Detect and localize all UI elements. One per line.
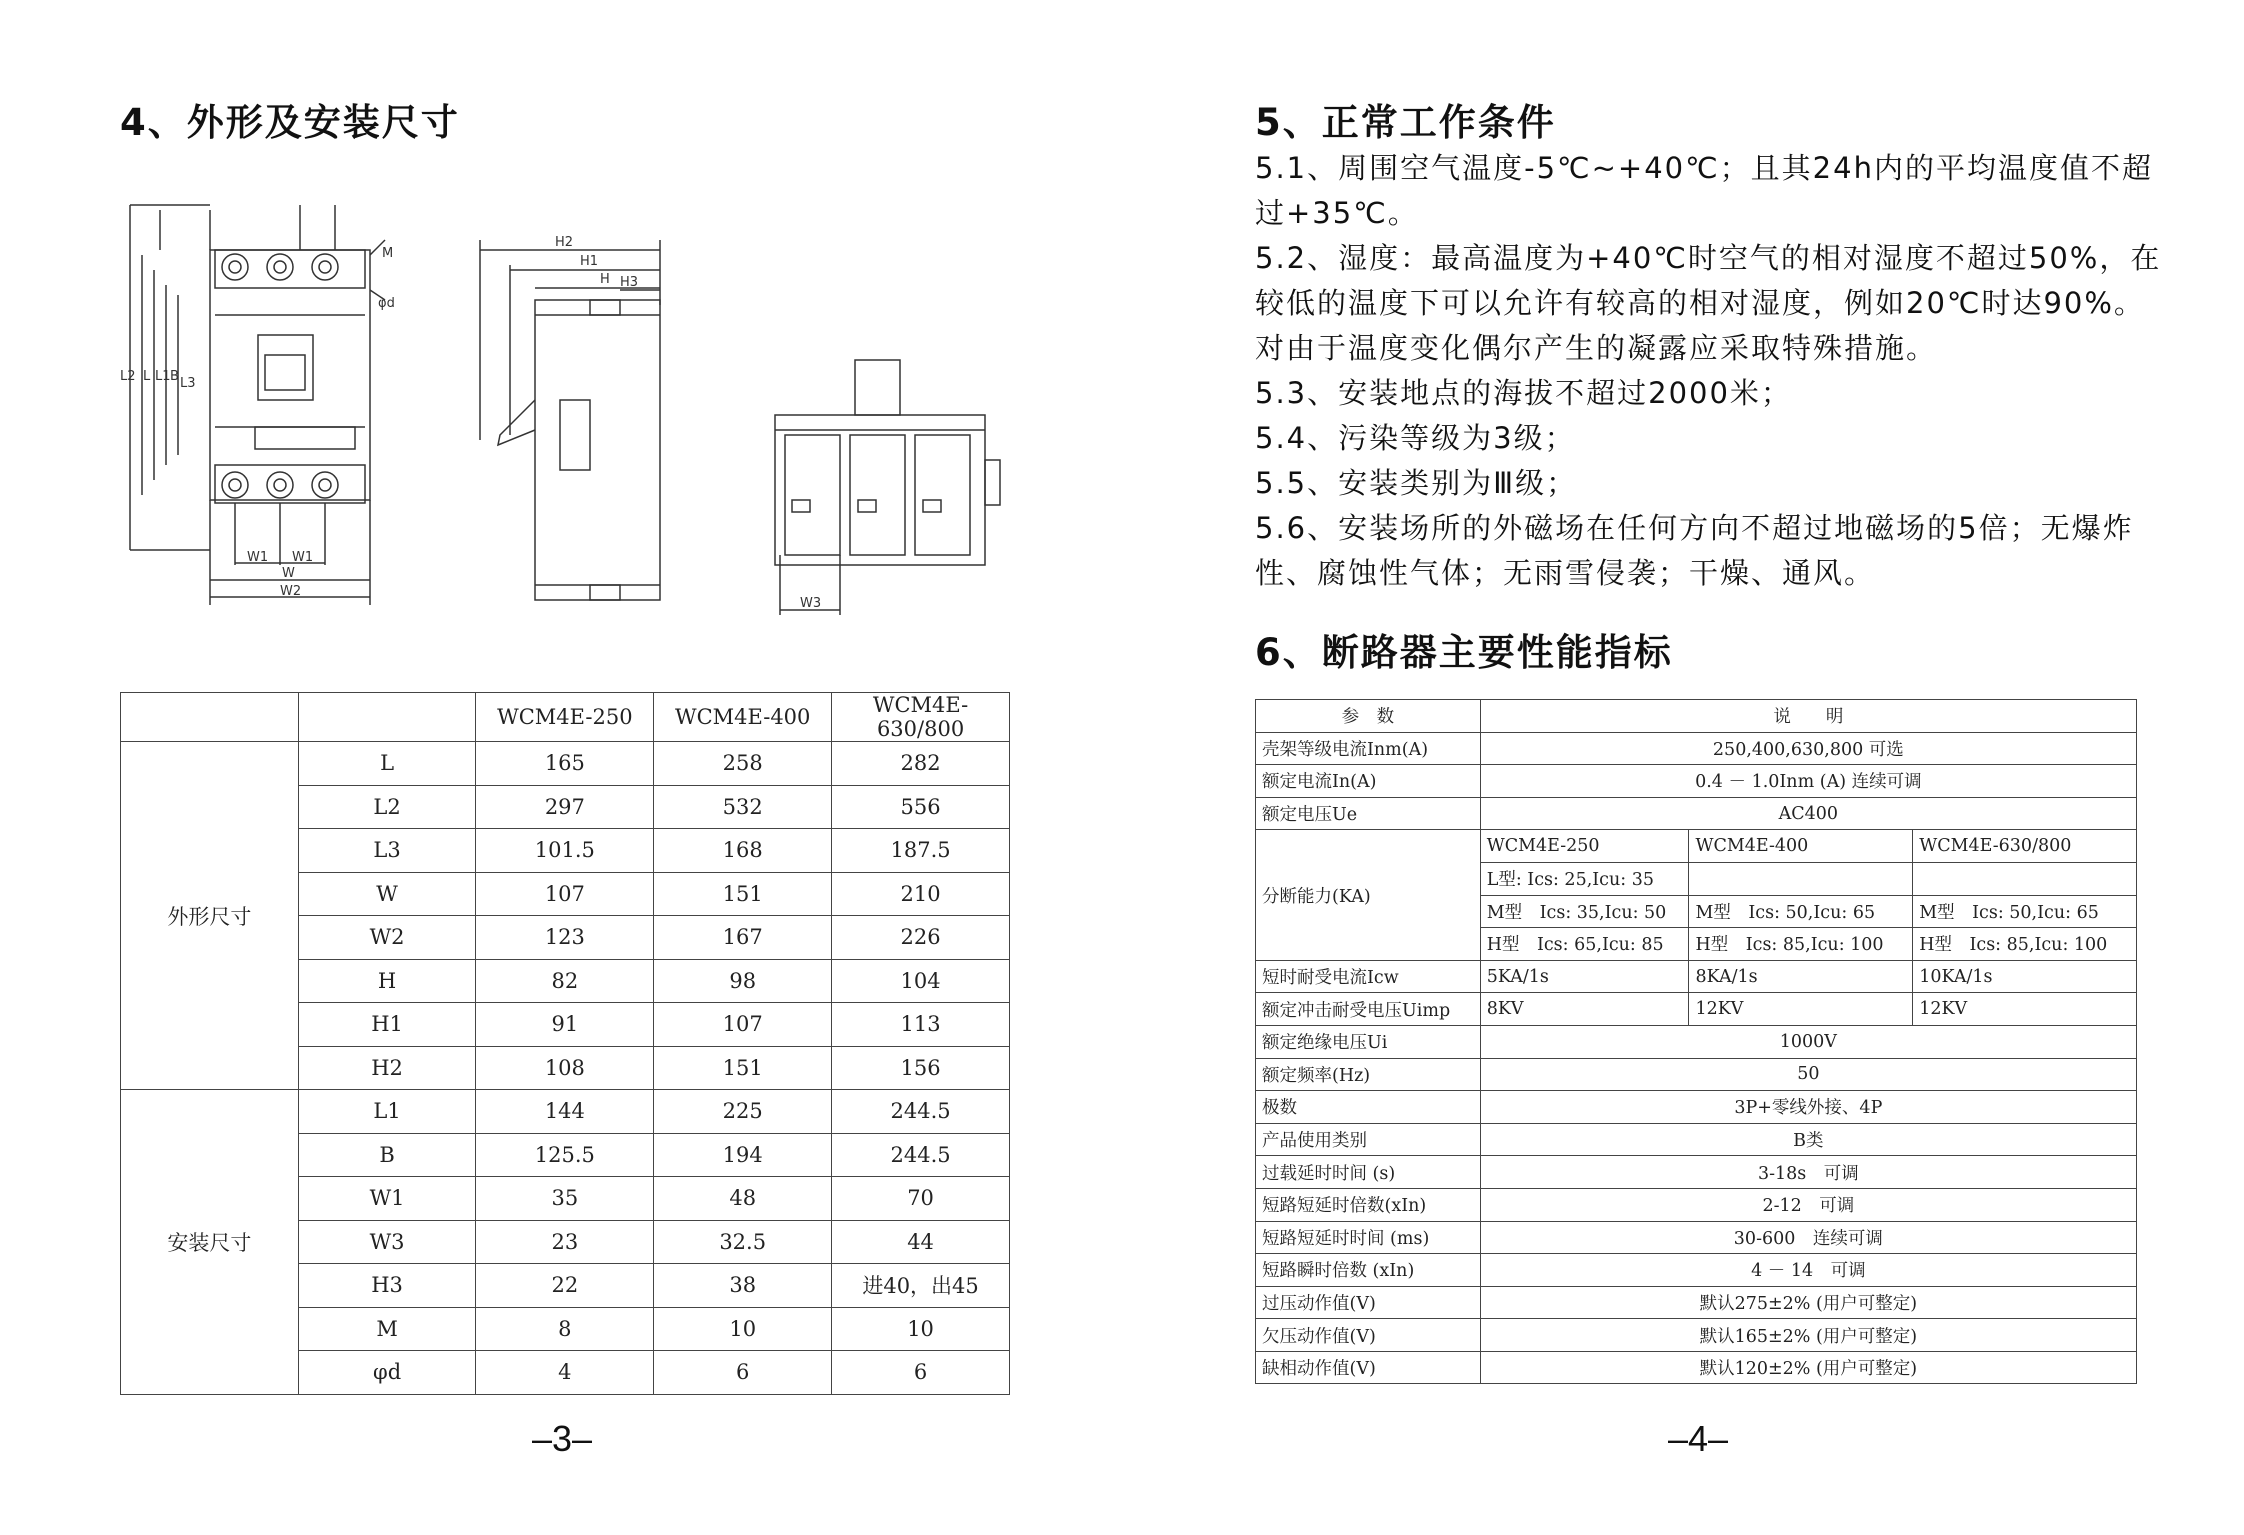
spec-row xyxy=(1256,1058,2137,1091)
spec-value: 50 xyxy=(1480,1058,2136,1091)
spec-param: 额定电压Ue xyxy=(1256,797,1481,830)
value-cell: 532 xyxy=(654,785,832,829)
spec-param: 短路短延时倍数(xIn) xyxy=(1256,1188,1481,1221)
table-header-row xyxy=(121,693,1010,742)
value-cell: 167 xyxy=(654,916,832,960)
spec-value: 12KV xyxy=(1913,993,2137,1026)
param-cell: B xyxy=(298,1133,476,1177)
value-cell: 156 xyxy=(832,1046,1010,1090)
spec-value: 默认165±2% (用户可整定) xyxy=(1480,1319,2136,1352)
value-cell: 297 xyxy=(476,785,654,829)
spec-param: 壳架等级电流Inm(A) xyxy=(1256,732,1481,765)
value-cell: 113 xyxy=(832,1003,1010,1047)
param-cell: H2 xyxy=(298,1046,476,1090)
value-cell: 123 xyxy=(476,916,654,960)
value-cell: 194 xyxy=(654,1133,832,1177)
side-view-drawing xyxy=(470,230,680,620)
label-phi-d: φd xyxy=(378,296,395,311)
spec-value: 30-600 连续可调 xyxy=(1480,1221,2136,1254)
spec-param: 额定绝缘电压Ui xyxy=(1256,1025,1481,1058)
bottom-terminal-3 xyxy=(312,472,338,498)
spec-value: M型 Ics: 50,Icu: 65 xyxy=(1689,895,1913,928)
value-cell: 32.5 xyxy=(654,1220,832,1264)
value-cell: 104 xyxy=(832,959,1010,1003)
spec-param: 分断能力(KA) xyxy=(1256,830,1481,960)
value-cell: 151 xyxy=(654,872,832,916)
label-h2: H2 xyxy=(555,235,574,250)
spec-value: 5KA/1s xyxy=(1480,960,1689,993)
nameplate xyxy=(255,427,355,449)
param-cell: L3 xyxy=(298,829,476,873)
param-cell: H1 xyxy=(298,1003,476,1047)
param-cell: W1 xyxy=(298,1177,476,1221)
spec-model: WCM4E-250 xyxy=(1480,830,1689,863)
spec-value: L型: Ics: 25,Icu: 35 xyxy=(1480,862,1689,895)
spec-row xyxy=(1256,1319,2137,1352)
spec-value: 8KA/1s xyxy=(1689,960,1913,993)
bottom-body xyxy=(775,415,985,565)
side-body xyxy=(535,300,660,600)
spec-row xyxy=(1256,1091,2137,1124)
label-w3: W3 xyxy=(800,596,822,611)
spec-value: 2-12 可调 xyxy=(1480,1188,2136,1221)
param-cell: H xyxy=(298,959,476,1003)
value-cell: 82 xyxy=(476,959,654,1003)
top-terminal-1 xyxy=(222,254,248,280)
param-cell: L1 xyxy=(298,1090,476,1134)
header-cell xyxy=(298,693,476,742)
spec-param: 短路短延时时间 (ms) xyxy=(1256,1221,1481,1254)
spec-param: 额定冲击耐受电压Uimp xyxy=(1256,993,1481,1026)
spec-value: 250,400,630,800 可选 xyxy=(1480,732,2136,765)
value-cell: 23 xyxy=(476,1220,654,1264)
label-w1-a: W1 xyxy=(247,550,269,565)
spec-row xyxy=(1256,1123,2137,1156)
spec-value: 1000V xyxy=(1480,1025,2136,1058)
spec-model: WCM4E-630/800 xyxy=(1913,830,2137,863)
spec-param: 额定电流In(A) xyxy=(1256,765,1481,798)
label-h: H xyxy=(600,272,610,287)
value-cell: 70 xyxy=(832,1177,1010,1221)
label-h1: H1 xyxy=(580,254,599,269)
spec-value: M型 Ics: 50,Icu: 65 xyxy=(1913,895,2137,928)
value-cell: 4 xyxy=(476,1351,654,1395)
group-label-outline: 外形尺寸 xyxy=(121,742,299,1090)
value-cell: 187.5 xyxy=(832,829,1010,873)
param-cell: L xyxy=(298,742,476,786)
value-cell: 144 xyxy=(476,1090,654,1134)
spec-row xyxy=(1256,1221,2137,1254)
param-cell: φd xyxy=(298,1351,476,1395)
spec-value: 0.4 － 1.0Inm (A) 连续可调 xyxy=(1480,765,2136,798)
spec-value: 12KV xyxy=(1689,993,1913,1026)
spec-row xyxy=(1256,830,2137,863)
condition-5-3: 5.3、安装地点的海拔不超过2000米； xyxy=(1255,376,1792,410)
label-w: W xyxy=(282,566,295,581)
value-cell: 6 xyxy=(832,1351,1010,1395)
section-5-heading: 5、正常工作条件 xyxy=(1255,101,1556,144)
value-cell: 226 xyxy=(832,916,1010,960)
top-terminal-3 xyxy=(312,254,338,280)
value-cell: 125.5 xyxy=(476,1133,654,1177)
spec-value: 3P+零线外接、4P xyxy=(1480,1091,2136,1124)
side-handle xyxy=(560,400,590,470)
spec-value-empty xyxy=(1913,862,2137,895)
spec-header-param: 参 数 xyxy=(1256,700,1481,733)
table-row xyxy=(121,1090,1010,1134)
header-cell: WCM4E-630/800 xyxy=(832,693,1010,742)
spec-value: B类 xyxy=(1480,1123,2136,1156)
spec-value: 10KA/1s xyxy=(1913,960,2137,993)
value-cell: 22 xyxy=(476,1264,654,1308)
value-cell: 244.5 xyxy=(832,1090,1010,1134)
spec-row xyxy=(1256,993,2137,1026)
page-number-left: –3– xyxy=(532,1418,593,1459)
label-m: M xyxy=(382,246,394,261)
spec-param: 极数 xyxy=(1256,1091,1481,1124)
spec-value: 3-18s 可调 xyxy=(1480,1156,2136,1189)
table-row xyxy=(121,742,1010,786)
spec-param: 短时耐受电流Icw xyxy=(1256,960,1481,993)
spec-row xyxy=(1256,1286,2137,1319)
param-cell: L2 xyxy=(298,785,476,829)
side-terminal-bottom xyxy=(590,585,620,600)
value-cell: 38 xyxy=(654,1264,832,1308)
value-cell: 10 xyxy=(832,1307,1010,1351)
value-cell: 107 xyxy=(654,1003,832,1047)
label-l2: L2 xyxy=(120,369,136,384)
spec-value: M型 Ics: 35,Icu: 50 xyxy=(1480,895,1689,928)
section-4-heading: 4、外形及安装尺寸 xyxy=(120,101,460,144)
spec-row xyxy=(1256,960,2137,993)
param-cell: W xyxy=(298,872,476,916)
label-l1: L1 xyxy=(155,369,171,384)
value-cell: 44 xyxy=(832,1220,1010,1264)
param-cell: H3 xyxy=(298,1264,476,1308)
condition-5-4: 5.4、污染等级为3级； xyxy=(1255,421,1576,455)
bottom-terminal-1 xyxy=(222,472,248,498)
label-l3: L3 xyxy=(180,376,196,391)
section-6-heading: 6、断路器主要性能指标 xyxy=(1255,631,1673,674)
spec-value: H型 Ics: 85,Icu: 100 xyxy=(1913,928,2137,961)
spec-value: 8KV xyxy=(1480,993,1689,1026)
value-cell: 165 xyxy=(476,742,654,786)
header-cell: WCM4E-250 xyxy=(476,693,654,742)
spec-model: WCM4E-400 xyxy=(1689,830,1913,863)
spec-value: 4 － 14 可调 xyxy=(1480,1254,2136,1287)
page-number-right: –4– xyxy=(1668,1418,1729,1459)
header-cell: WCM4E-400 xyxy=(654,693,832,742)
condition-5-2: 5.2、湿度：最高温度为+40℃时空气的相对湿度不超过50%，在较低的温度下可以允许有较高的相对湿度，例如20℃时达90%。对由于温度变化偶尔产生的凝露应采取特殊措施。 xyxy=(1255,241,2162,365)
value-cell: 35 xyxy=(476,1177,654,1221)
spec-param: 产品使用类别 xyxy=(1256,1123,1481,1156)
header-cell xyxy=(121,693,299,742)
spec-value: H型 Ics: 65,Icu: 85 xyxy=(1480,928,1689,961)
top-terminal-2 xyxy=(267,254,293,280)
value-cell: 210 xyxy=(832,872,1010,916)
spec-row xyxy=(1256,1188,2137,1221)
spec-row xyxy=(1256,1025,2137,1058)
spec-row xyxy=(1256,1254,2137,1287)
value-cell: 8 xyxy=(476,1307,654,1351)
value-cell: 6 xyxy=(654,1351,832,1395)
value-cell: 556 xyxy=(832,785,1010,829)
spec-value: AC400 xyxy=(1480,797,2136,830)
bottom-view-drawing xyxy=(770,355,1020,625)
front-view-drawing xyxy=(120,195,410,615)
spec-row xyxy=(1256,1351,2137,1384)
label-b: B xyxy=(170,369,179,384)
spec-header-row xyxy=(1256,700,2137,733)
param-cell: W3 xyxy=(298,1220,476,1264)
spec-row xyxy=(1256,765,2137,798)
value-cell: 进40，出45 xyxy=(832,1264,1010,1308)
value-cell: 107 xyxy=(476,872,654,916)
spec-row xyxy=(1256,1156,2137,1189)
label-w1-b: W1 xyxy=(292,550,314,565)
top-terminal-block xyxy=(215,250,365,288)
performance-spec-table xyxy=(1255,699,2137,1384)
condition-5-5: 5.5、安装类别为Ⅲ级； xyxy=(1255,466,1578,500)
group-label-install: 安装尺寸 xyxy=(121,1090,299,1395)
spec-row xyxy=(1256,732,2137,765)
spec-param: 过压动作值(V) xyxy=(1256,1286,1481,1319)
spec-header-desc: 说 明 xyxy=(1480,700,2136,733)
spec-param: 额定频率(Hz) xyxy=(1256,1058,1481,1091)
spec-value-empty xyxy=(1689,862,1913,895)
value-cell: 151 xyxy=(654,1046,832,1090)
condition-5-1: 5.1、周围空气温度-5℃~+40℃；且其24h内的平均温度值不超过+35℃。 xyxy=(1255,151,2153,230)
value-cell: 258 xyxy=(654,742,832,786)
side-lever xyxy=(498,400,535,445)
bottom-terminal-2 xyxy=(267,472,293,498)
spec-value: H型 Ics: 85,Icu: 100 xyxy=(1689,928,1913,961)
value-cell: 244.5 xyxy=(832,1133,1010,1177)
spec-value: 默认120±2% (用户可整定) xyxy=(1480,1351,2136,1384)
label-l: L xyxy=(143,369,151,384)
condition-5-6: 5.6、安装场所的外磁场在任何方向不超过地磁场的5倍；无爆炸性、腐蚀性气体；无雨雪侵袭；干燥、通风。 xyxy=(1255,511,2134,590)
value-cell: 108 xyxy=(476,1046,654,1090)
value-cell: 91 xyxy=(476,1003,654,1047)
value-cell: 48 xyxy=(654,1177,832,1221)
dimension-table xyxy=(120,692,1010,1395)
value-cell: 282 xyxy=(832,742,1010,786)
side-terminal-top xyxy=(590,300,620,315)
value-cell: 10 xyxy=(654,1307,832,1351)
spec-value: 默认275±2% (用户可整定) xyxy=(1480,1286,2136,1319)
spec-param: 短路瞬时倍数 (xIn) xyxy=(1256,1254,1481,1287)
value-cell: 101.5 xyxy=(476,829,654,873)
label-h3: H3 xyxy=(620,275,639,290)
spec-param: 欠压动作值(V) xyxy=(1256,1319,1481,1352)
spec-param: 缺相动作值(V) xyxy=(1256,1351,1481,1384)
value-cell: 225 xyxy=(654,1090,832,1134)
label-w2: W2 xyxy=(280,584,302,599)
value-cell: 98 xyxy=(654,959,832,1003)
spec-row xyxy=(1256,797,2137,830)
bottom-knob xyxy=(855,360,900,415)
param-cell: M xyxy=(298,1307,476,1351)
spec-param: 过载延时时间 (s) xyxy=(1256,1156,1481,1189)
param-cell: W2 xyxy=(298,916,476,960)
value-cell: 168 xyxy=(654,829,832,873)
